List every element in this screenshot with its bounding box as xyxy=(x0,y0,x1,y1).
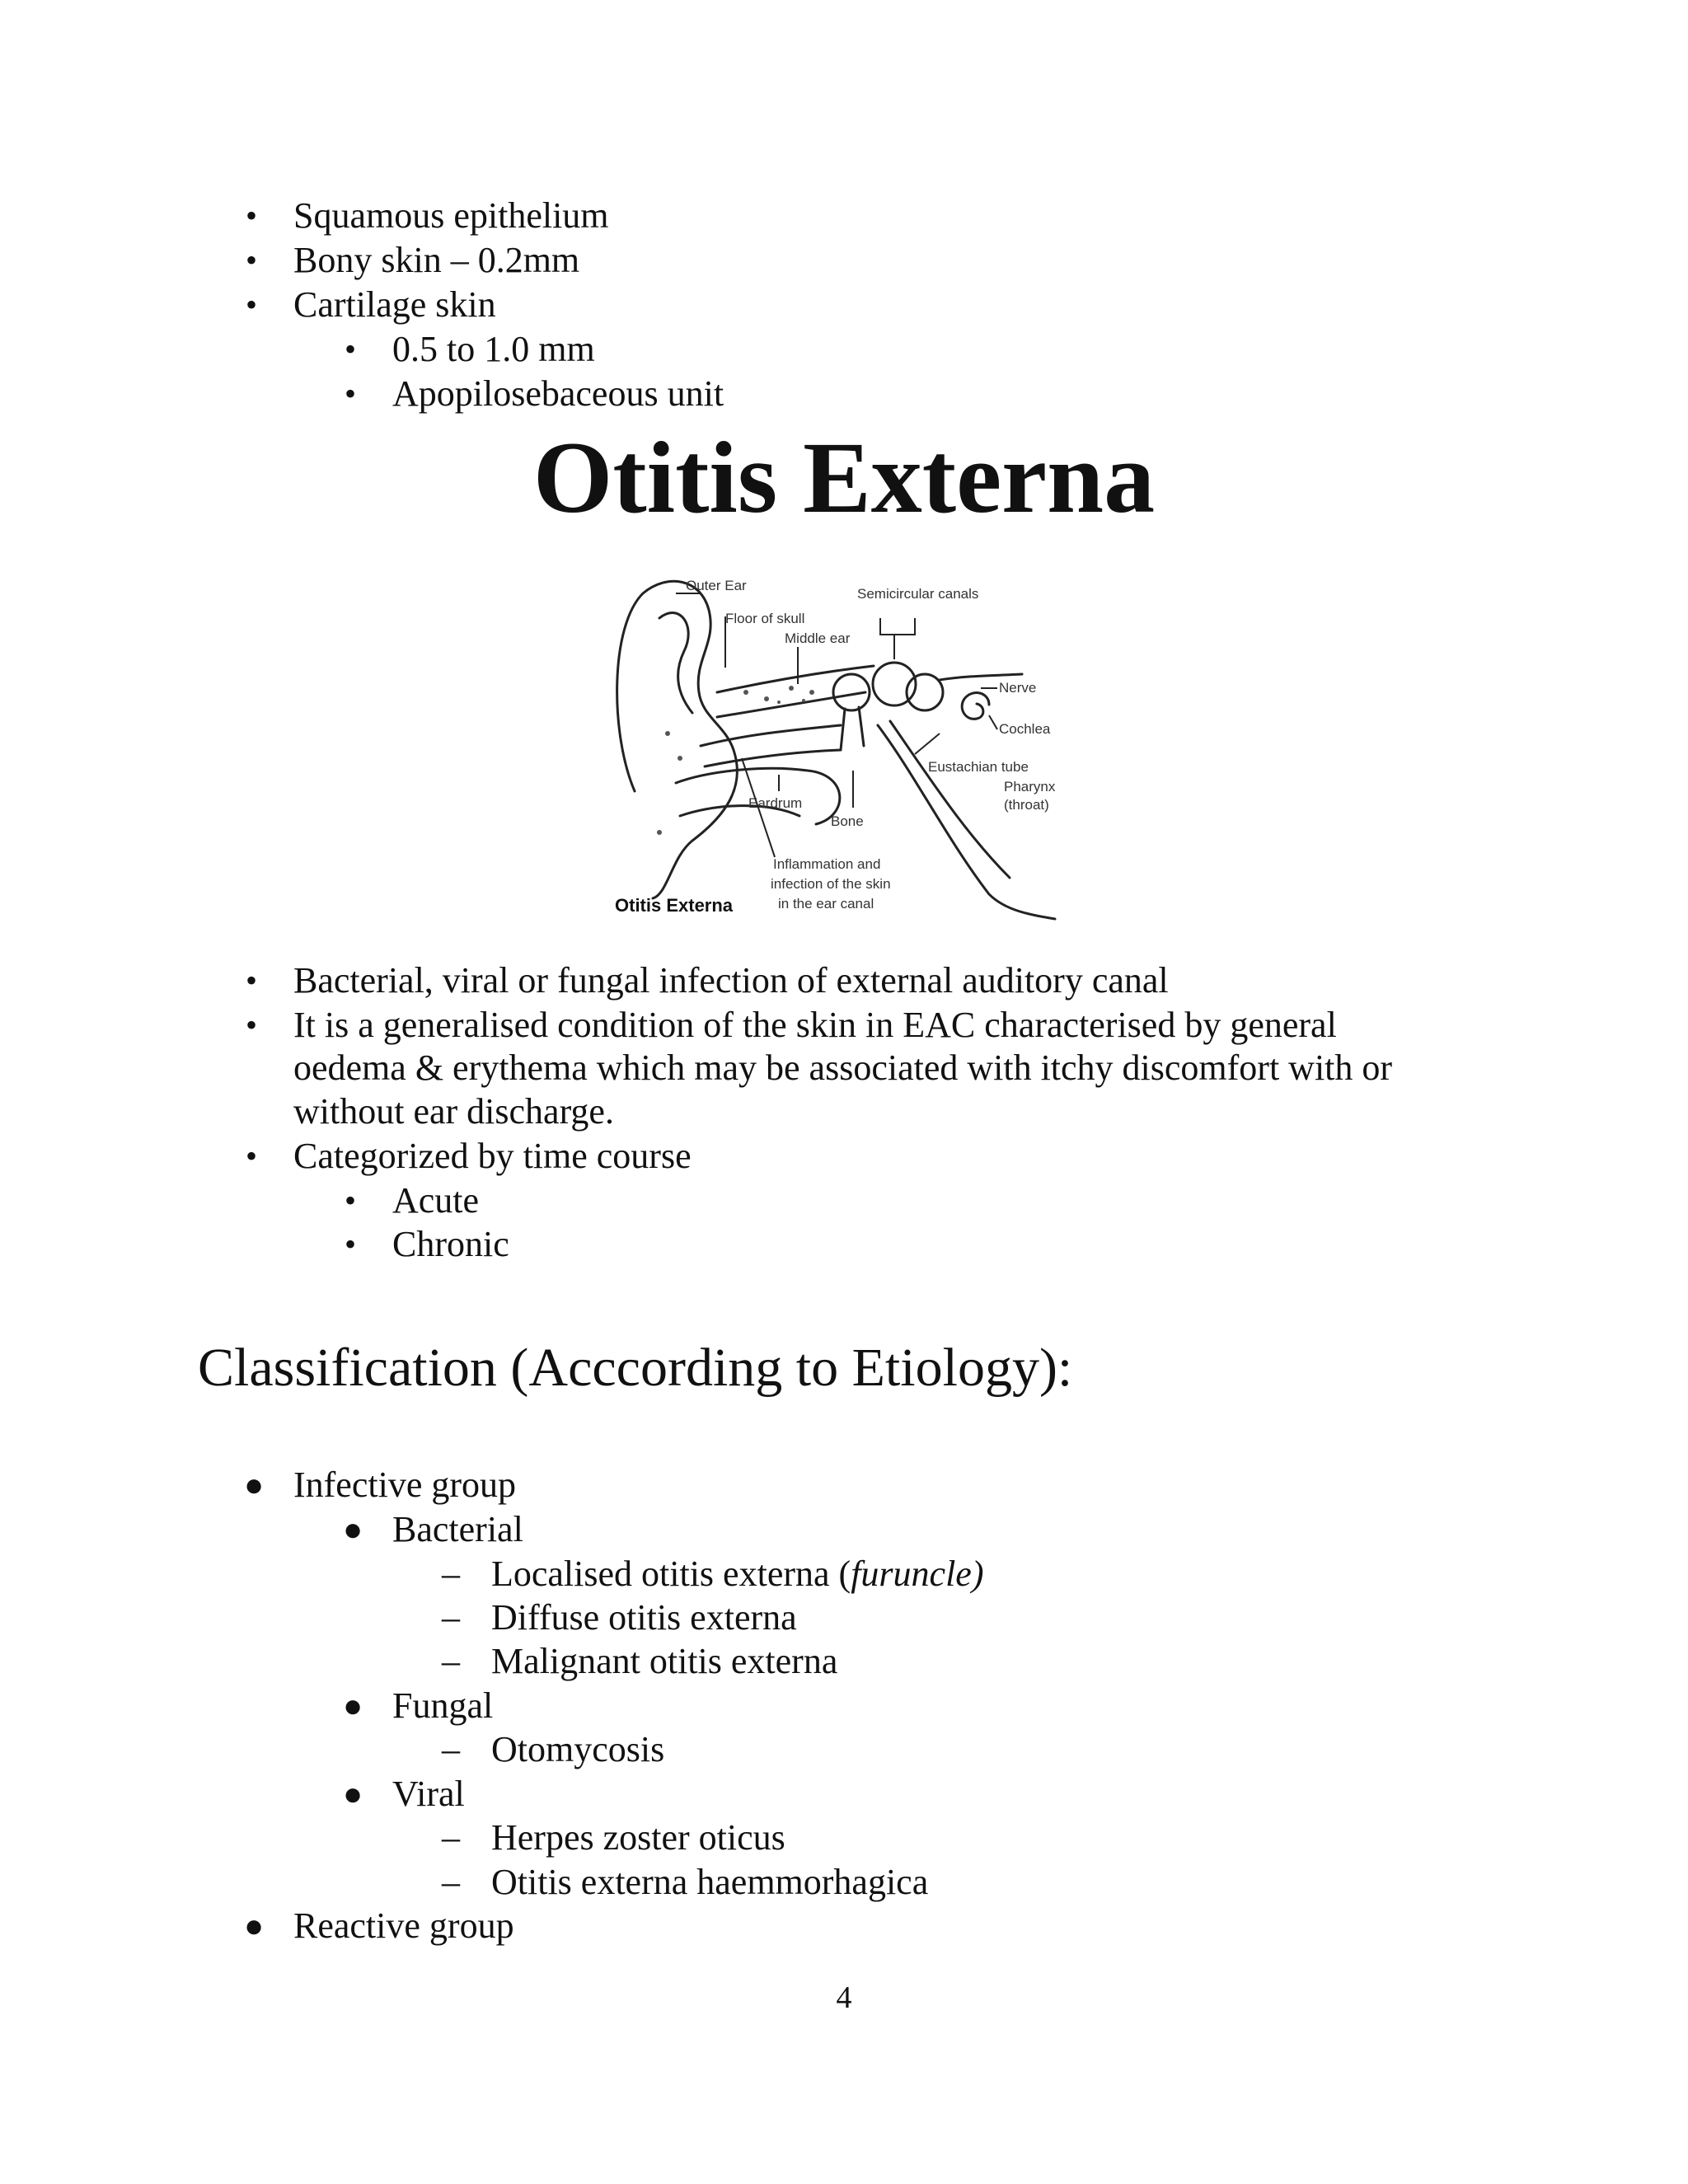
label-pharynx: Pharynx xyxy=(1004,779,1056,794)
list-item: Squamous epithelium xyxy=(293,195,609,236)
list-item: Bony skin – 0.2mm xyxy=(293,240,580,280)
bullet-icon: • xyxy=(345,375,357,412)
list-subsubitem: Herpes zoster oticus xyxy=(491,1817,785,1858)
bullet-icon: • xyxy=(246,197,258,234)
list-item: Bacterial, viral or fungal infection of external auditory canal xyxy=(293,960,1169,1001)
label-inflammation-1: Inflammation and xyxy=(773,856,881,872)
bullet-icon: • xyxy=(246,962,258,999)
dot-bullet-icon: ● xyxy=(343,1511,363,1548)
bullet-icon: • xyxy=(246,286,258,323)
list-item: It is a generalised condition of the skin in EAC characterised by general xyxy=(293,1005,1337,1045)
bullet-icon: • xyxy=(345,330,357,368)
list-item: Reactive group xyxy=(293,1905,514,1946)
dash-icon: – xyxy=(442,1641,460,1681)
list-item-continued: without ear discharge. xyxy=(293,1091,614,1132)
ear-anatomy-figure xyxy=(602,569,1071,923)
label-bone: Bone xyxy=(831,813,864,829)
label-throat: (throat) xyxy=(1004,797,1049,813)
list-subitem: Chronic xyxy=(392,1224,509,1264)
bullet-icon: • xyxy=(246,1137,258,1174)
list-item-continued: oedema & erythema which may be associated with itchy discomfort with or xyxy=(293,1047,1393,1088)
list-subsubitem: Diffuse otitis externa xyxy=(491,1597,797,1638)
figure-caption: Otitis Externa xyxy=(615,895,734,916)
label-inflammation-2: infection of the skin xyxy=(771,876,891,892)
list-subitem: Bacterial xyxy=(392,1509,523,1549)
bullet-icon: • xyxy=(246,241,258,279)
list-subitem: Fungal xyxy=(392,1685,494,1726)
label-middle-ear: Middle ear xyxy=(785,630,851,646)
list-subsubitem: Otitis externa haemmorhagica xyxy=(491,1862,929,1902)
label-cochlea: Cochlea xyxy=(999,721,1051,737)
dash-icon: – xyxy=(442,1729,460,1769)
dot-bullet-icon: ● xyxy=(343,1687,363,1724)
dot-bullet-icon: ● xyxy=(244,1466,265,1503)
label-floor-of-skull: Floor of skull xyxy=(725,611,805,626)
bullet-icon: • xyxy=(345,1226,357,1263)
list-subitem: Acute xyxy=(392,1180,480,1221)
page-title: Otitis Externa xyxy=(532,421,1156,534)
item-text: Localised otitis externa ( xyxy=(491,1554,851,1594)
label-nerve: Nerve xyxy=(999,680,1037,696)
section-heading: Classification (Acccording to Etiology): xyxy=(198,1338,1073,1398)
list-subitem: Apopilosebaceous unit xyxy=(392,373,724,414)
label-outer-ear: Outer Ear xyxy=(686,578,747,593)
dash-icon: – xyxy=(442,1862,460,1902)
list-item: Cartilage skin xyxy=(293,284,496,325)
dot-bullet-icon: ● xyxy=(244,1907,265,1944)
dash-icon: – xyxy=(442,1554,460,1594)
list-item: Infective group xyxy=(293,1465,516,1505)
bullet-icon: • xyxy=(345,1182,357,1219)
list-subitem: Viral xyxy=(392,1774,465,1814)
list-item: Categorized by time course xyxy=(293,1136,692,1176)
dot-bullet-icon: ● xyxy=(343,1775,363,1812)
furuncle-text: furuncle) xyxy=(851,1554,984,1594)
label-semicircular-canals: Semicircular canals xyxy=(857,586,979,602)
label-inflammation-3: in the ear canal xyxy=(778,896,874,912)
dash-icon: – xyxy=(442,1597,460,1638)
dash-icon: – xyxy=(442,1817,460,1858)
list-subsubitem: Malignant otitis externa xyxy=(491,1641,838,1681)
list-subsubitem xyxy=(491,1553,983,1596)
list-subsubitem: Otomycosis xyxy=(491,1729,665,1769)
page-number: 4 xyxy=(836,1980,852,2015)
label-eardrum: Eardrum xyxy=(748,795,803,811)
list-subitem: 0.5 to 1.0 mm xyxy=(392,329,595,369)
label-eustachian-tube: Eustachian tube xyxy=(928,759,1029,775)
bullet-icon: • xyxy=(246,1006,258,1043)
